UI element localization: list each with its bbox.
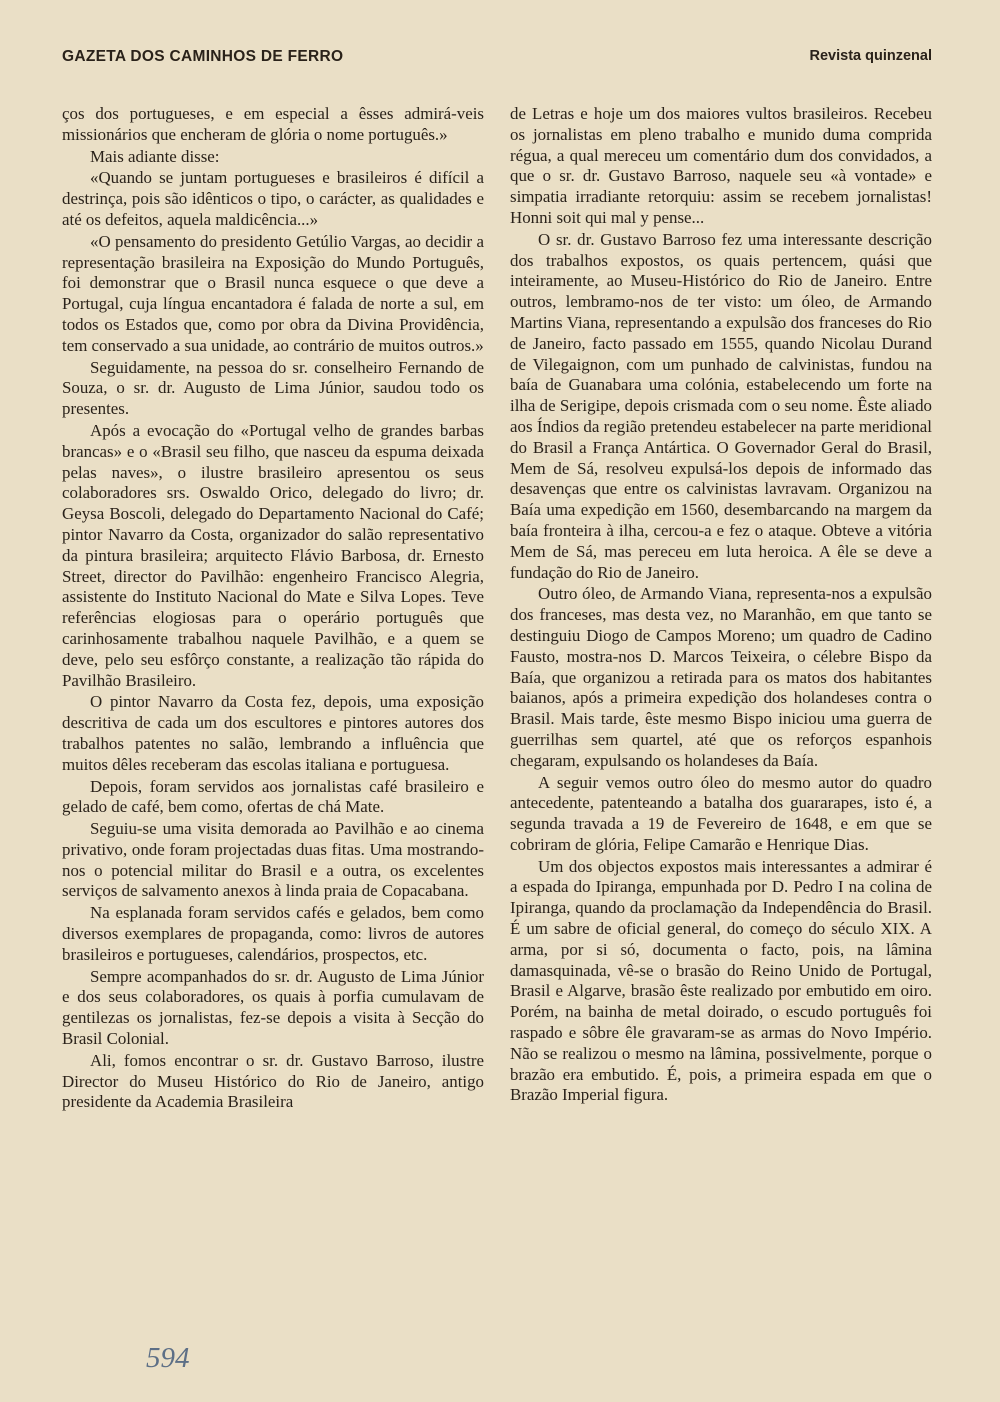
- paragraph: Sempre acompanhados do sr. dr. Augusto de Lima Júnior e dos seus colaboradores, os quais à porfia cumulavam de gentilezas os jornalistas, fez-se depois a visita à Secção do Brasil Colonial.: [62, 966, 484, 1049]
- paragraph: O pintor Navarro da Costa fez, depois, uma exposição descritiva de cada um dos escultores e pintores autores dos trabalhos patentes no salão, lembrando a influência que muitos dêles receberam das escolas italiana e portuguesa.: [62, 692, 484, 774]
- paragraph: Um dos objectos expostos mais interessantes a admirar é a espada do Ipiranga, empunhada por D. Pedro I na colina de Ipiranga, quando da proclamação da Independência do Brasil. É um sabre de oficial general, do começo do século XIX. A arma, por si só, documenta o facto, pois, na lâmina damasquinada, vê-se o brasão do Reino Unido de Portugal, Brasil e Algarve, brasão êste realizado por embutido em oiro. Porém, na bainha de metal doirado, o escudo português foi raspado e sôbre êle gravaram-se as armas do Novo Império. Não se realizou o mesmo na lâmina, possivelmente, porque o brazão era embutido. É, pois, a primeira espada em que o Brazão Imperial figura.: [510, 856, 932, 1105]
- paragraph: Mais adiante disse:: [90, 146, 220, 166]
- right-column: [510, 104, 932, 1113]
- running-header: [62, 48, 932, 72]
- paragraph: «Quando se juntam portugueses e brasileiros é difícil a destrinça, pois são idênticos o tipo, o carácter, as qualidades e até os defeitos, aquela maldicência...»: [62, 168, 484, 229]
- journal-title: GAZETA DOS CAMINHOS DE FERRO: [62, 48, 344, 65]
- paragraph: Após a evocação do «Portugal velho de grandes barbas brancas» e o «Brasil seu filho, que nasceu da espuma deixada pelas naves», o ilustre brasileiro apresentou os seus colaboradores srs. Oswaldo Orico, delegado do livro; dr. Geysa Boscoli, delegado do Departamento Nacional do Café; pintor Navarro da Costa, organizador do salão representativo da pintura brasileira; arquitecto Flávio Barbosa, dr. Ernesto Street, director do Pavilhão: engenheiro Francisco Alegria, assistente do Instituto Nacional do Mate e Silva Lopes. Teve referências elogiosas para o operário português que carinhosamente trabalhou naquele Pavilhão, e a quem se deve, pelo seu esfôrço constante, a realização tão rápida do Pavilhão Brasileiro.: [62, 420, 484, 690]
- paragraph: ços dos portugueses, e em especial a êsses admirá-veis missionários que encheram de glória o nome português.»: [62, 104, 484, 144]
- paragraph: Depois, foram servidos aos jornalistas café brasileiro e gelado de café, bem como, ofertas de chá Mate.: [62, 776, 484, 817]
- paragraph: de Letras e hoje um dos maiores vultos brasileiros. Recebeu os jornalistas em pleno trabalho e munido duma comprida régua, a qual mereceu um comentário dum dos convidados, a que o sr. dr. Gustavo Barroso, naquele seu «à vontade» e simpatia irradiante retorquiu: assim se recebem jornalistas! Honni soit qui mal y pense...: [510, 104, 932, 227]
- text-columns: [62, 104, 932, 1113]
- journal-subtitle: Revista quinzenal: [809, 48, 932, 64]
- paragraph: Na esplanada foram servidos cafés e gelados, bem como diversos exemplares de propaganda, como: livros de autores brasileiros e portugueses, calendários, prospectos, etc.: [62, 903, 484, 964]
- paragraph: A seguir vemos outro óleo do mesmo autor do quadro antecedente, patenteando a batalha dos guararapes, isto é, a segunda travada a 19 de Fevereiro de 1648, e em que se cobriram de glória, Felipe Camarão e Henrique Dias.: [510, 772, 932, 854]
- page-number: 594: [146, 1342, 190, 1374]
- paragraph: «O pensamento do presidento Getúlio Vargas, ao decidir a representação brasileira na Exposição do Mundo Português, foi demonstrar que o Brasil nunca esquece o que deve a Portugal, cuja língua encantadora é falada de norte a sul, em todos os Estados que, como por obra da Divina Providência, tem conservado a sua unidade, ao contrário de muitos outros.»: [62, 231, 484, 355]
- paragraph: Seguiu-se uma visita demorada ao Pavilhão e ao cinema privativo, onde foram projectadas duas fitas. Uma mostrando-nos o potencial militar do Brasil e a outra, os excelentes serviços de salvamento anexos à linda praia de Copacabana.: [62, 819, 484, 901]
- paragraph: Outro óleo, de Armando Viana, representa-nos a expulsão dos franceses, mas desta vez, no Maranhão, em que tanto se destinguiu Diogo de Campos Moreno; um quadro de Cadino Fausto, mostra-nos D. Marcos Teixeira, o célebre Bispo da Baía, que organizou a retirada para os matos dos habitantes baianos, após a primeira expedição dos holandeses contra o Brasil. Mais tarde, êste mesmo Bispo iniciou uma guerra de guerrilhas sem quartel, até que os reforços espanhois chegaram, expulsando os holandeses da Baía.: [510, 584, 932, 770]
- paragraph: Seguidamente, na pessoa do sr. conselheiro Fernando de Souza, o sr. dr. Augusto de Lima Júnior, saudou todo os presentes.: [62, 357, 484, 419]
- paragraph: O sr. dr. Gustavo Barroso fez uma interessante descrição dos trabalhos expostos, os quais pertencem, quási que inteiramente, ao Museu-Histórico do Rio de Janeiro. Entre outros, lembramo-nos de ter visto: um óleo, de Armando Martins Viana, representando a expulsão dos franceses do Rio de Janeiro, facto passado em 1555, quando Nicolau Durand de Vilegaignon, com um punhado de calvinistas, fundou na baía de Guanabara uma colónia, estabelecendo um forte na ilha de Serigipe, depois crismada com o seu nome. Êste aliado aos Índios da região pretendeu estabelecer na parte meridional do Brasil a França Antártica. O Governador Geral do Brasil, Mem de Sá, resolveu expulsá-los depois de informado das desavenças que entre os calvinistas lavravam. Organizou na Baía uma expedição em 1560, desembarcando na margem da baía fronteira à ilha, cercou-a e fez o ataque. Obteve a vitória Mem de Sá, mas pereceu em luta heroica. A êle se deve a fundação do Rio de Janeiro.: [510, 229, 932, 582]
- paragraph: Ali, fomos encontrar o sr. dr. Gustavo Barroso, ilustre Director do Museu Histórico do Rio de Janeiro, antigo presidente da Academia Brasileira: [62, 1050, 484, 1112]
- left-column: [62, 104, 484, 1113]
